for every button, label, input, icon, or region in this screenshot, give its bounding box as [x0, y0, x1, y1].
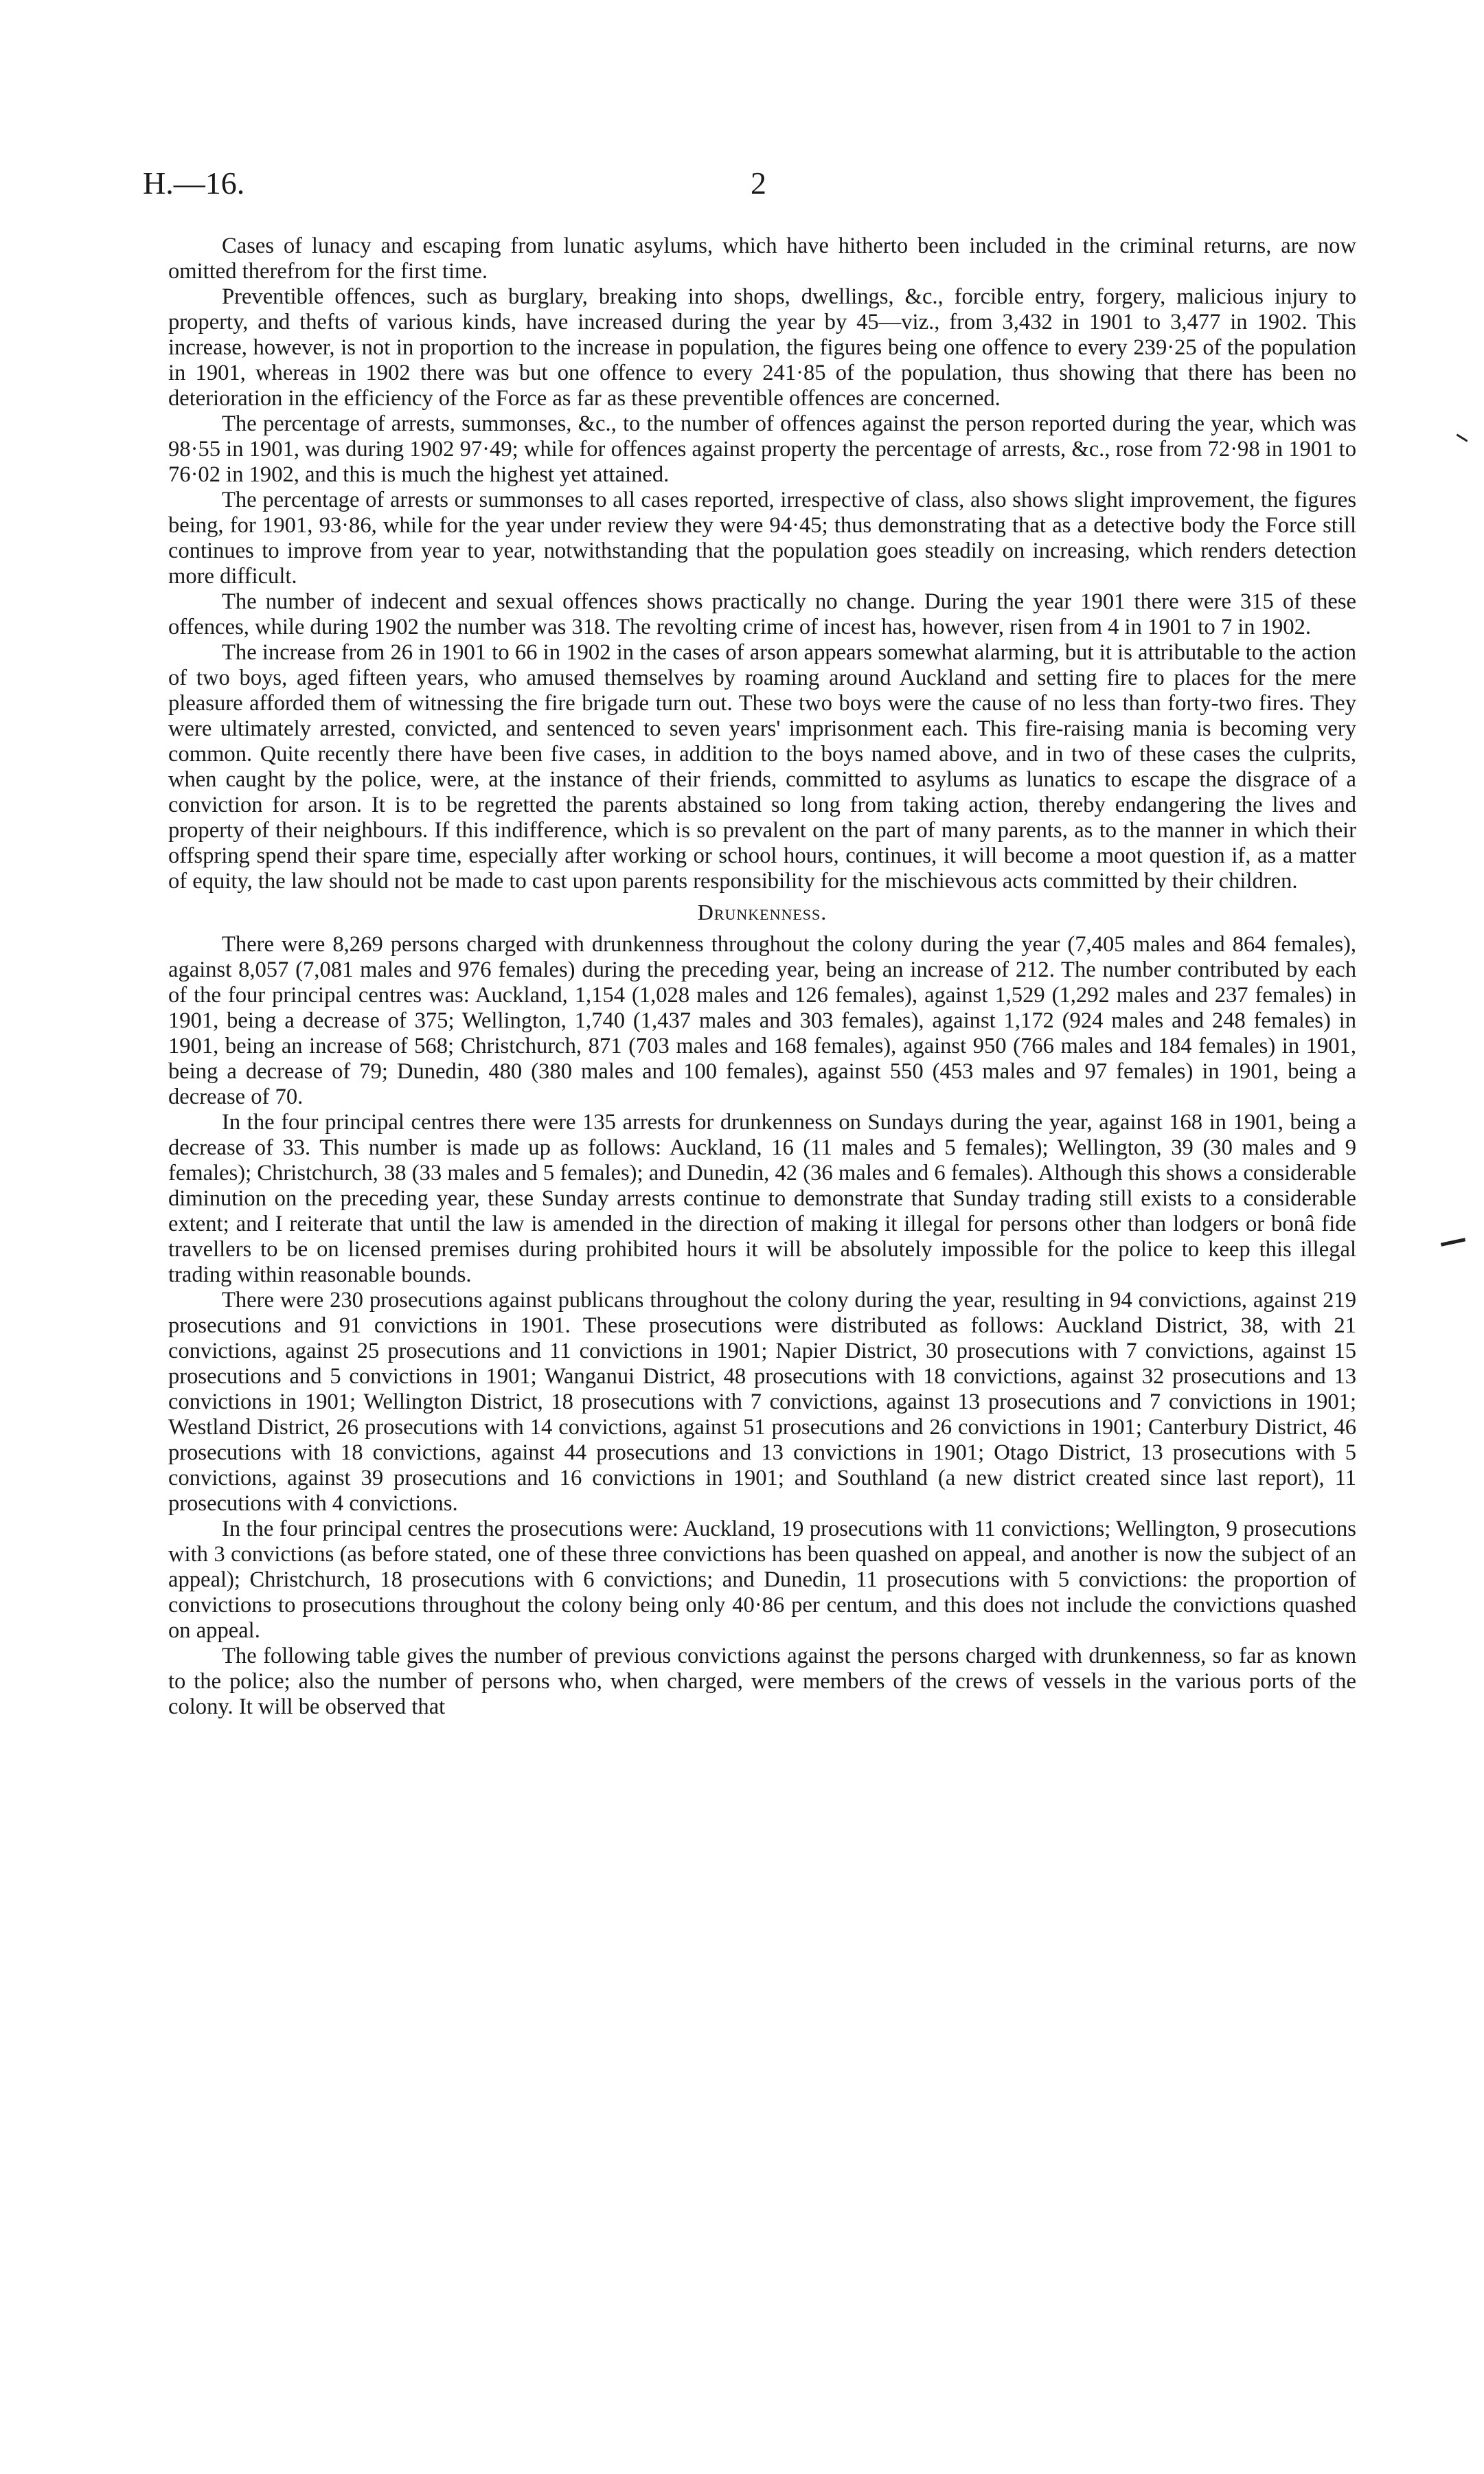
- paragraph-drunkenness-totals: There were 8,269 persons charged with drunkenness throughout the colony during the year (7,405 males and 864 females), against 8,057 (7,081 males and 976 females) during the preceding year, being an increase of 212. The number contributed by each of the four principal centres was: Auckland, 1,154 (1,028 males and 126 females), against 1,529 (1,292 males and 237 females) in 1901, being a decrease of 375; Wellington, 1,740 (1,437 males and 303 females), against 1,172 (924 males and 248 females) in 1901, being an increase of 568; Christchurch, 871 (703 males and 168 females), against 950 (766 males and 184 females) in 1901, being a decrease of 79; Dunedin, 480 (380 males and 100 females), against 550 (453 males and 97 females) in 1901, being a decrease of 70.: [168, 932, 1356, 1109]
- paragraph-arson: The increase from 26 in 1901 to 66 in 1902 in the cases of arson appears somewhat alarming, but it is attributable to the action of two boys, aged fifteen years, who amused themselves by roaming around Auckland and setting fire to places for the mere pleasure afforded them of witnessing the fire brigade turn out. These two boys were the cause of no less than forty-two fires. They were ultimately arrested, convicted, and sentenced to seven years' imprisonment each. This fire-raising mania is becoming very common. Quite recently there have been five cases, in addition to the boys named above, and in two of these cases the culprits, when caught by the police, were, at the instance of their friends, committed to asylums as lunatics to escape the disgrace of a conviction for arson. It is to be regretted the parents abstained so long from taking action, thereby endangering the lives and property of their neighbours. If this indifference, which is so prevalent on the part of many parents, as to the manner in which their offspring spend their spare time, especially after working or school hours, continues, it will become a moot question if, as a matter of equity, the law should not be made to cast upon parents responsibility for the mischievous acts committed by their children.: [168, 640, 1356, 894]
- paragraph-publican-prosecutions: There were 230 prosecutions against publicans throughout the colony during the year, resulting in 94 convictions, against 219 prosecutions and 91 convictions in 1901. These prosecutions were distributed as follows: Auckland District, 38, with 21 convictions, against 25 prosecutions and 11 convictions in 1901; Napier District, 30 prosecutions with 7 convictions, against 15 prosecutions and 5 convictions in 1901; Wanganui District, 48 prosecutions with 18 convictions, against 32 prosecutions and 13 convictions in 1901; Wellington District, 18 prosecutions with 7 convictions, against 13 prosecutions and 7 convictions in 1901; Westland District, 26 prosecutions with 14 convictions, against 51 prosecutions and 26 convictions in 1901; Canterbury District, 46 prosecutions with 18 convictions, against 44 prosecutions and 13 convictions in 1901; Otago District, 13 prosecutions with 5 convictions, against 39 prosecutions and 16 convictions in 1901; and Southland (a new district created since last report), 11 prosecutions with 4 convictions.: [168, 1288, 1356, 1516]
- paragraph-indecent-offences: The number of indecent and sexual offences shows practically no change. During the year 1901 there were 315 of these offences, while during 1902 the number was 318. The revolting crime of incest has, however, risen from 4 in 1901 to 7 in 1902.: [168, 589, 1356, 639]
- margin-pencil-mark: [1457, 433, 1468, 442]
- section-heading-drunkenness: Drunkenness.: [697, 900, 827, 924]
- paragraph-previous-convictions-table: The following table gives the number of previous convictions against the persons charged with drunkenness, so far as known to the police; also the number of persons who, when charged, were members of the crews of vessels in the various ports of the colony. It will be observed that: [168, 1644, 1356, 1719]
- margin-pencil-mark: [1441, 1238, 1465, 1246]
- paragraph-principal-centres-prosecutions: In the four principal centres the prosecutions were: Auckland, 19 prosecutions with 11 convictions; Wellington, 9 prosecutions with 3 convictions (as before stated, one of these three convictions has been quashed on appeal, and another is now the subject of an appeal); Christchurch, 18 prosecutions with 6 convictions; and Dunedin, 11 prosecutions with 5 convictions: the proportion of convictions to prosecutions throughout the colony being only 40·86 per centum, and this does not include the convictions quashed on appeal.: [168, 1517, 1356, 1643]
- page-number: 2: [751, 166, 766, 201]
- paragraph-lunacy: Cases of lunacy and escaping from lunatic asylums, which have hitherto been included in the criminal returns, are now omitted therefrom for the first time.: [168, 234, 1356, 284]
- paragraph-percentage-arrests-all: The percentage of arrests or summonses to all cases reported, irrespective of class, also shows slight improvement, the figures being, for 1901, 93·86, while for the year under review they were 94·45; thus demonstrating that as a detective body the Force still continues to improve from year to year, notwithstanding that the population goes steadily on increasing, which renders detection more difficult.: [168, 488, 1356, 589]
- paragraph-percentage-arrests-person: The percentage of arrests, summonses, &c., to the number of offences against the person reported during the year, which was 98·55 in 1901, was during 1902 97·49; while for offences against property the percentage of arrests, &c., rose from 72·98 in 1901 to 76·02 in 1902, and this is much the highest yet attained.: [168, 411, 1356, 487]
- paragraph-sunday-arrests: In the four principal centres there were 135 arrests for drunkenness on Sundays during the year, against 168 in 1901, being a decrease of 33. This number is made up as follows: Auckland, 16 (11 males and 5 females); Wellington, 39 (30 males and 9 females); Christchurch, 38 (33 males and 5 females); and Dunedin, 42 (36 males and 6 females). Although this shows a considerable diminution on the preceding year, these Sunday arrests continue to demonstrate that Sunday trading still exists to a considerable extent; and I reiterate that until the law is amended in the direction of making it illegal for persons other than lodgers or bonâ fide travellers to be on licensed premises during prohibited hours it will be absolutely impossible for the police to keep this illegal trading within reasonable bounds.: [168, 1110, 1356, 1287]
- paragraph-preventible-offences: Preventible offences, such as burglary, breaking into shops, dwellings, &c., forcible entry, forgery, malicious injury to property, and thefts of various kinds, have increased during the year by 45—viz., from 3,432 in 1901 to 3,477 in 1902. This increase, however, is not in proportion to the increase in population, the figures being one offence to every 239·25 of the population in 1901, whereas in 1902 there was but one offence to every 241·85 of the population, thus showing that there has been no deterioration in the efficiency of the Force as far as these preventible offences are concerned.: [168, 284, 1356, 411]
- body-text: [168, 234, 1356, 1720]
- page-header: [143, 165, 1351, 206]
- document-reference: H.—16.: [143, 166, 245, 201]
